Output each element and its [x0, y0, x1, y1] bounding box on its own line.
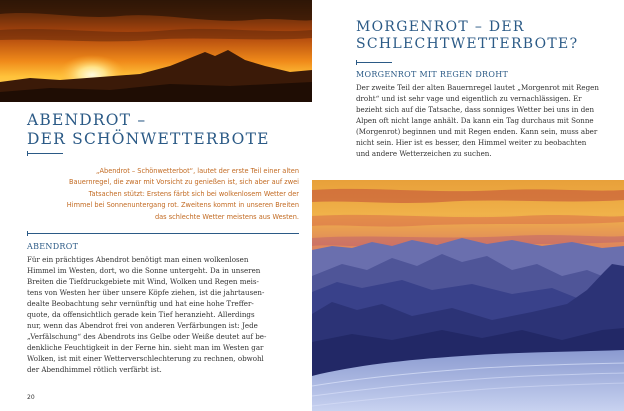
body-line: tens von Westen her über unsere Köpfe ziehen, ist die jahrtausen- — [27, 288, 265, 297]
body-line: der Abendhimmel rötlich verfärbt ist. — [27, 365, 162, 374]
morgenrot-body — [356, 82, 618, 159]
body-line: Himmel im Westen, dort, wo die Sonne untergeht. Da in unseren — [27, 266, 261, 275]
body-line: Der zweite Teil der alten Bauernregel lautet „Morgenrot mit Regen — [356, 83, 599, 92]
body-line: Breiten die Tiefdruckgebiete mit Wind, Wolken und Regen meis- — [27, 277, 259, 286]
abendrot-title — [27, 111, 307, 149]
body-line: (Morgenrot) beginnen und mit Regen enden. Kann sein, muss aber — [356, 127, 598, 136]
morgenrot-subheading: MORGENROT MIT REGEN DROHT — [356, 70, 509, 79]
intro-line: Himmel bei Sonnenuntergang rot. Zweitens kommt in unseren Breiten — [66, 201, 299, 210]
body-line: denkliche Feuchtigkeit in der Ferne hin. sieht man im Westen gar — [27, 343, 264, 352]
intro-divider — [27, 233, 299, 234]
abendrot-title-line1: ABENDROT – — [27, 111, 147, 129]
abendrot-subheading: ABENDROT — [27, 242, 79, 251]
body-line: nur, wenn das Abendrot frei von anderen Verfärbungen ist: Jede — [27, 321, 258, 330]
body-line: Alpen oft nicht lange anhält. Da kann ein Tag durchaus mit Sonne — [356, 116, 594, 125]
body-line: und andere Wetterzeichen zu suchen. — [356, 149, 492, 158]
morgenrot-title — [356, 19, 616, 53]
intro-line: Tatsachen stützt: Erstens färbt sich bei wolkenlosem Wetter der — [88, 189, 299, 198]
page-number: 20 — [27, 394, 35, 401]
morgenrot-title-line1: MORGENROT – DER — [356, 19, 525, 35]
intro-line: das schlechte Wetter meistens aus Westen. — [154, 212, 299, 221]
right-page — [312, 0, 624, 411]
intro-line: „Abendrot – Schönwetterbot“, lautet der erste Teil einer alten — [95, 167, 299, 175]
morgenrot-title-line2: SCHLECHTWETTERBOTE? — [356, 36, 579, 52]
dawn-mountain-photo — [312, 180, 624, 411]
abendrot-title-line2: DER SCHÖNWETTERBOTE — [27, 130, 270, 148]
body-line: „Verfälschung“ des Abendrots ins Gelbe oder Weiße deutet auf be- — [27, 332, 267, 341]
body-line: bezieht sich auf die Tatsache, dass sonniges Wetter bei uns in den — [356, 105, 595, 114]
sunset-photo — [0, 0, 312, 102]
body-line: dealte Beobachtung sehr vernünftig und hat eine hohe Treffer- — [27, 299, 254, 308]
body-line: Für ein prächtiges Abendrot benötigt man einen wolkenlosen — [27, 255, 249, 264]
body-line: Wolken, ist mit einer Wetterverschlechterung zu rechnen, obwohl — [27, 354, 264, 363]
body-line: droht“ und ist sehr vage und eigentlich zu vernachlässigen. Er — [356, 94, 582, 103]
title-divider — [27, 153, 63, 154]
body-line: quote, da offensichtlich gerade kein Tief heranzieht. Allerdings — [27, 310, 255, 319]
body-line: nicht sein. Hier ist es besser, den Himmel weiter zu beobachten — [356, 138, 587, 147]
title-divider — [356, 62, 392, 63]
abendrot-body — [27, 254, 299, 375]
intro-line: Bauernregel, die zwar mit Vorsicht zu genießen ist, sich aber auf zwei — [69, 178, 299, 187]
intro-paragraph — [27, 166, 299, 223]
